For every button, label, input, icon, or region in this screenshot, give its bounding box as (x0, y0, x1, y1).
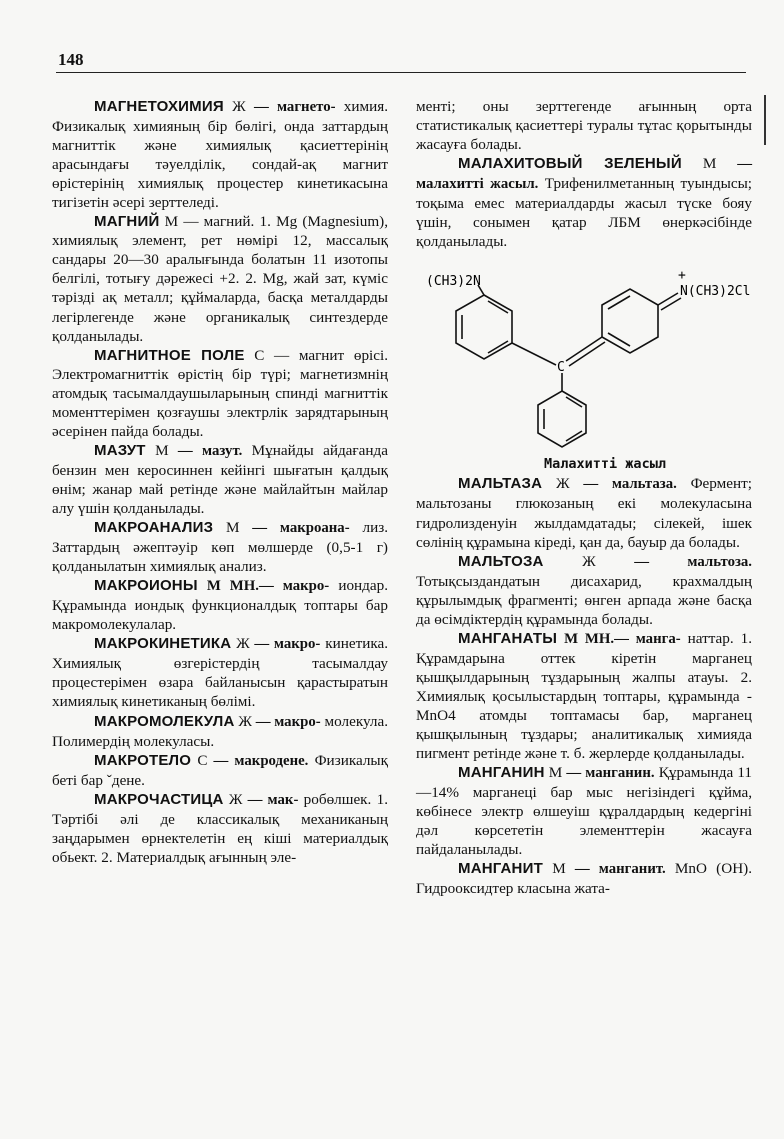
scan-edge-mark (764, 95, 766, 145)
entry-makrochastitsa: МАКРОЧАСТИЦА Ж — мак- робөлшек. 1. Тәртібі әлі де классикалық механиканың заңдарымен өрнектелетін ең кіші материалдық обьект. 2. Материалдық ағынның эле- (52, 790, 389, 866)
left-benzene-ring (456, 295, 512, 359)
right-column (416, 97, 752, 898)
entry-magniy: МАГНИЙ М — магний. 1. Mg (Magnesium), химиялық элемент, рет нөмірі 12, массалық сандары 20—30 аралығында болатын 11 изотопы белгілі, тотығу дәрежесі +2. 2. Mg, жай зат, күміс тәрізді ақ металл; құймаларда, басқа металдарды легірлегенде және органикалық синтездерде қолданылады. (52, 213, 388, 345)
left-column (52, 97, 388, 867)
figure-caption: Малахитті жасыл (544, 456, 666, 473)
entry-makromolekula: МАКРОМОЛЕКУЛА Ж — макро- молекула. Полимердің молекуласы. (52, 712, 389, 750)
entry-manganin: МАНГАНИН М — манганин. Құрамында 11—14% марганеці бар мыс негізіндегі құйма, көбінесе электр өлшеуіш құралдардың кедергіні дәл көрсететін элементтерін жасауға пайдаланылады. (416, 764, 753, 859)
entry-makrokinetika: МАКРОКИНЕТИКА Ж — макро- кинетика. Химиялық өзгерістердің тасымалдау процестерімен өзара байланысын қарастыратын химиялық кинетиканың бөлімі. (52, 635, 389, 711)
structure-drawing (416, 265, 752, 451)
charge-label: + (678, 268, 686, 284)
central-carbon-label: C (557, 360, 565, 376)
header-rule (56, 72, 746, 73)
bottom-benzene-ring (538, 391, 586, 447)
entry-magnitnoe-pole: МАГНИТНОЕ ПОЛЕ С — магнит өрісі. Электромагниттік өрістің бір түрі; магнетизмнің атомдық тасымалдаушыларының спинді магниттік моменттерімен қозғаушы электрлік зарядтарының әсерінен пайда болады. (52, 346, 389, 440)
entry-manganit: МАНГАНИТ М — манганит. MnO (OH). Гидрооксидтер класына жата- (416, 860, 753, 898)
entry-malakhitovyy-zelenyy: МАЛАХИТОВЫЙ ЗЕЛЕНЫЙ М — малахитті жасыл. Трифенилметанның туындысы; тоқыма емес материалдарды жасыл түске бояу үшін, сонымен қатар ЛБМ өнеркәсібінде қолданылады. (416, 155, 753, 251)
entry-makroanaliz: МАКРОАНАЛИЗ М — макроана- лиз. Заттардың әжептәуір көп мөлшерде (0,5-1 г) қолданылатын химиялық анализ. (52, 519, 389, 576)
entry-manganaty: МАНГАНАТЫ М МН.— манга- наттар. 1. Құрамдарына оттек кіретін марганец қышқылдарының тұздарының жалпы атауы. 2. Химиялық қосылыстардың топтары, құрамында - MnO4 атомды топтамасы бар, марганец қышқылының тұздары; аналитикалық химияда пигмент ретінде және т. б. жерлерде қолданылады. (416, 629, 753, 763)
entry-maltaza: МАЛЬТАЗА Ж — мальтаза. Фермент; мальтозаны глюкозаның екі молекуласына гидролизденуін жылдамдатады; сілекей, ішек сөлінің құрамына кіреді, қан да, бауыр да болады. (416, 475, 753, 551)
entry-maltoza: МАЛЬТОЗА Ж — мальтоза. Тотықсыздандатын дисахарид, крахмалдың құрылымдық фрагменті; өнген арпада және басқа да өсімдіктердің құрамында болады. (416, 552, 753, 628)
entry-continuation: менті; оны зерттегенде ағынның орта статистикалық қасиеттері туралы тұтас қорытынды жасауға болады. (416, 98, 752, 154)
entry-makroiony: МАКРОИОНЫ М МН.— макро- иондар. Құрамында иондық функционалдық топтары бар макромолекулалар. (52, 577, 389, 634)
malachite-green-structure (416, 265, 752, 451)
entry-makrotelo: МАКРОТЕЛО С — макродене. Физикалық беті бар ˇдене. (52, 751, 389, 789)
page-number: 148 (58, 50, 84, 69)
right-quinoid-ring (602, 289, 658, 353)
entry-magnetokhimiya: МАГНЕТОХИМИЯ Ж — магнето- химия. Физикалық химияның бір бөлігі, онда заттардың магниттік және химиялық қасиеттерінің арасындағы тәуелділік, сондай-ақ магнит өрістерінің химиялық процестер кинетикасына тигізетін әсері зерттеледі. (52, 98, 389, 212)
left-amine-label: (CH3)2N (426, 274, 481, 290)
entry-mazut: МАЗУТ М — мазут. Мұнайды айдағанда бензин мен керосиннен кейінгі шығатын қалдық өнім; жанар май ретінде және майлайтын майлар алу үшін қолданылады. (52, 441, 388, 517)
right-amine-label: N(CH3)2Cl (680, 284, 751, 300)
